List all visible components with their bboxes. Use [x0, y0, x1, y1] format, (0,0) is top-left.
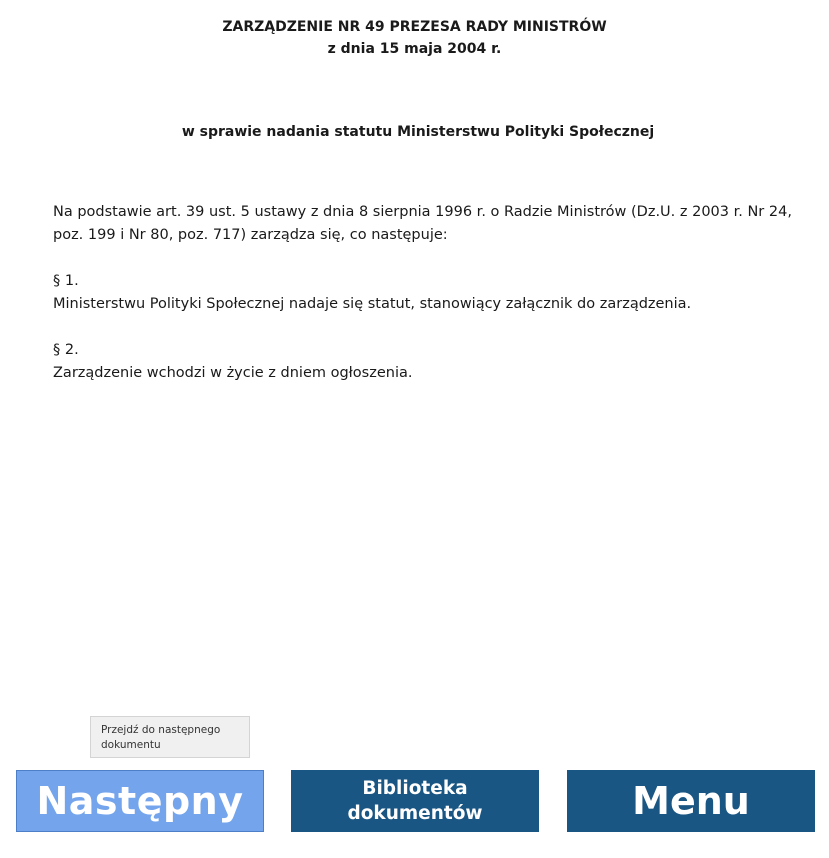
next-button-label: Następny [36, 779, 244, 823]
document-date: z dnia 15 maja 2004 r. [327, 41, 502, 57]
document-subject: w sprawie nadania statutu Ministerstwu Polityki Społecznej [181, 124, 655, 140]
menu-button[interactable] [567, 770, 815, 832]
next-document-button[interactable] [16, 770, 264, 832]
preamble: Na podstawie art. 39 ust. 5 ustawy z dnia 8 sierpnia 1996 r. o Radzie Ministrów (Dz.U. z 2003 r. Nr 24, poz. 199 i Nr 80, poz. 717) zarządza się, co następuje: [53, 204, 792, 243]
section-2-marker: § 2. [53, 342, 79, 358]
next-button-tooltip: Przejdź do następnego dokumentu [90, 716, 250, 758]
library-button-label: Biblioteka dokumentów [347, 778, 483, 824]
section-2-text: Zarządzenie wchodzi w życie z dniem ogłoszenia. [53, 365, 413, 381]
section-1-marker: § 1. [53, 273, 79, 289]
section-1-text: Ministerstwu Polityki Społecznej nadaje się statut, stanowiący załącznik do zarządzenia. [53, 296, 692, 312]
document-title: ZARZĄDZENIE NR 49 PREZESA RADY MINISTRÓW [222, 19, 607, 35]
document-header [0, 16, 829, 60]
document-library-button[interactable] [291, 770, 539, 832]
menu-button-label: Menu [632, 779, 750, 823]
document-body [53, 201, 793, 385]
